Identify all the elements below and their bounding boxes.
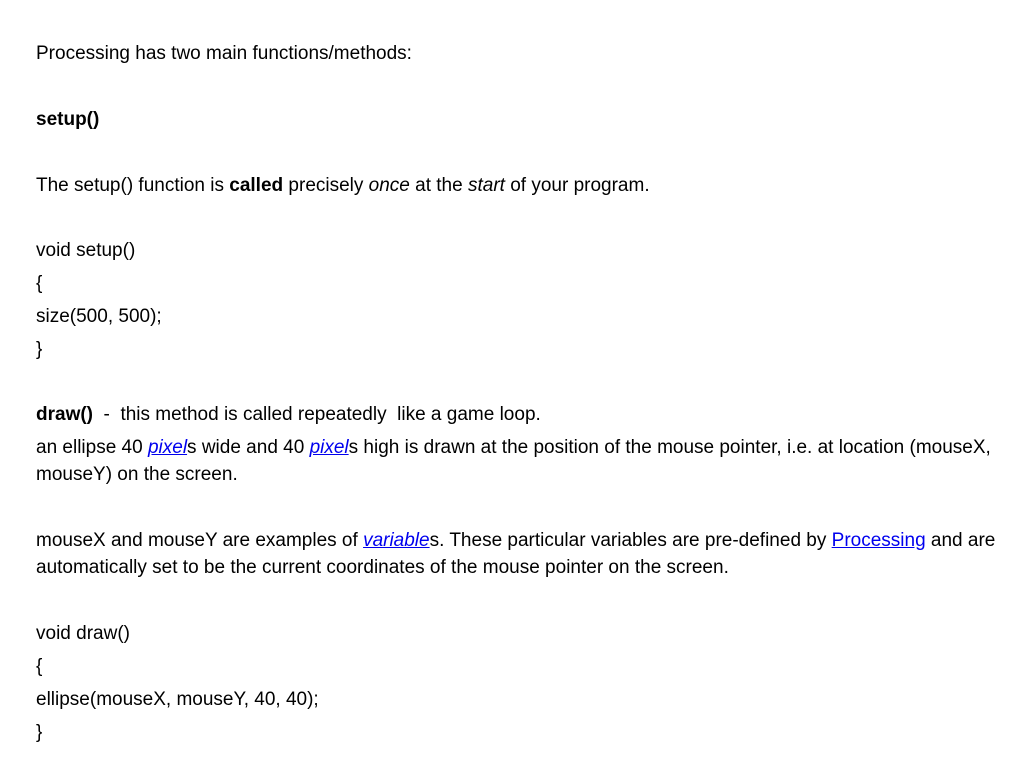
mouse-description bbox=[36, 527, 1001, 581]
mouse-desc-part1: mouseX and mouseY are examples of bbox=[36, 530, 364, 551]
setup-desc-part2: precisely bbox=[283, 175, 369, 196]
setup-code-line: void setup() bbox=[36, 240, 136, 261]
setup-code-line: } bbox=[36, 339, 43, 360]
processing-link[interactable]: Processing bbox=[831, 530, 926, 551]
setup-desc-bold: called bbox=[229, 175, 284, 196]
ellipse-desc-part2: s wide and 40 bbox=[187, 437, 310, 458]
variable-link[interactable]: variable bbox=[363, 530, 430, 551]
pixel-link[interactable]: pixel bbox=[309, 437, 349, 458]
ellipse-desc-part3: s high is drawn at the position of the mouse pointer, i.e. at location (mouseX, mouseY) on the screen. bbox=[36, 437, 991, 485]
pixel-link[interactable]: pixel bbox=[147, 437, 188, 458]
draw-heading-desc: - this method is called repeatedly like a game loop. bbox=[93, 404, 541, 425]
ellipse-description bbox=[36, 434, 1001, 488]
setup-code-line: size(500, 500); bbox=[36, 306, 162, 327]
setup-desc-part4: of your program. bbox=[504, 175, 650, 196]
draw-heading bbox=[36, 401, 541, 428]
setup-desc-part1: The setup() function is bbox=[36, 175, 230, 196]
setup-description bbox=[36, 172, 650, 199]
draw-heading-label: draw() bbox=[36, 404, 93, 425]
setup-desc-italic-start: start bbox=[467, 175, 505, 196]
setup-code-line: { bbox=[36, 273, 43, 294]
setup-desc-italic-once: once bbox=[368, 175, 410, 196]
draw-code-line: ellipse(mouseX, mouseY, 40, 40); bbox=[36, 689, 319, 710]
draw-code-line: } bbox=[36, 722, 43, 743]
mouse-desc-part2: s. These particular variables are pre-defined by bbox=[429, 530, 832, 551]
mouse-desc-part3: and are automatically set to be the current coordinates of the mouse pointer on the screen. bbox=[36, 530, 996, 578]
setup-desc-part3: at the bbox=[409, 175, 468, 196]
setup-heading bbox=[36, 106, 99, 133]
draw-code-line: void draw() bbox=[36, 623, 130, 644]
setup-heading-label: setup() bbox=[36, 109, 100, 130]
draw-code-line: { bbox=[36, 656, 43, 677]
intro-text: Processing has two main functions/methods: bbox=[36, 43, 412, 64]
ellipse-desc-part1: an ellipse 40 bbox=[36, 437, 148, 458]
